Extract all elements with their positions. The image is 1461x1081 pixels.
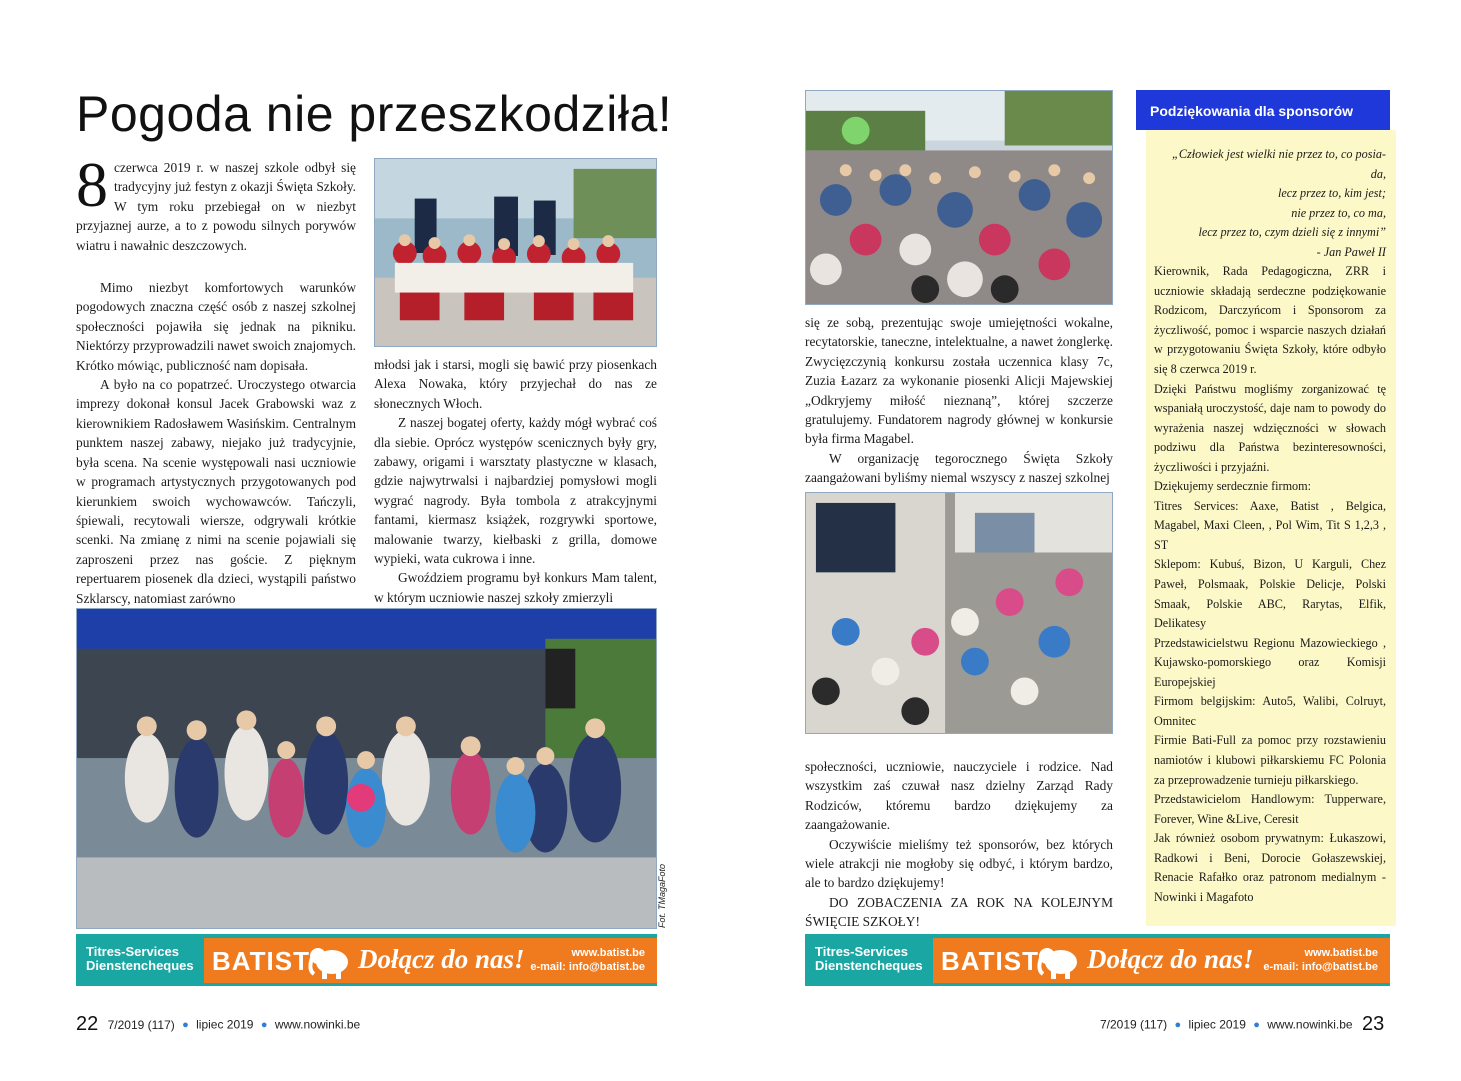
banner-website[interactable]: www.batist.be — [1304, 947, 1378, 959]
article-paragraph: Z naszej bogatej oferty, każdy mógł wybrać coś dla siebie. Oprócz występów scenicznych były gry, zabawy, origami i warsztaty plastyczne w klasach, gdzie najwytrwalsi i najbardziej pomysłowi mogli wygrać nagrody. Była tombola z atrakcyjnymi fantami, kiermasz książek, rozgrywki sportowe, malowanie twarzy, kiełbaski z grilla, domowe wypieki, wata cukrowa i inne. — [374, 415, 657, 567]
page-number: 23 — [1361, 1013, 1385, 1035]
sponsor-paragraph: Przedstawicielstwu Regionu Mazowieckiego , Kujawsko-pomorskiego oraz Komisji Europejskiej — [1154, 635, 1386, 689]
page-number: 22 — [76, 1013, 99, 1035]
article-title: Pogoda nie przeszkodziła! — [76, 86, 673, 142]
bullet-icon: ● — [260, 1018, 268, 1031]
article-intro: czerwca 2019 r. w naszej szkole odbył się tradycyjny już festyn z okazji Święta Szkoły. W tym roku przebiegał on w niezbyt przyjaznej aurze, a to z powodu silnych porywów wiatru i nawałnic deszczowych. — [76, 160, 356, 253]
article-column-3-cont — [805, 757, 1113, 932]
sponsor-paragraph: Przedstawicielom Handlowym: Tupperware, Forever, Wine &Live, Ceresit — [1154, 792, 1386, 826]
quote-line: „Człowiek jest wielki nie przez to, co posia- — [1172, 147, 1386, 161]
article-paragraph: Gwoździem programu był konkurs Mam talent, w którym uczniowie naszej szkoły zmierzyli — [374, 570, 657, 605]
bullet-icon: ● — [1253, 1018, 1260, 1031]
article-column-3 — [805, 313, 1113, 488]
ad-banner-left[interactable] — [76, 934, 657, 986]
banner-line1: Titres-Services — [86, 944, 179, 959]
sponsor-heading: Podziękowania dla sponsorów — [1136, 90, 1390, 130]
issue-month: lipiec 2019 — [1188, 1017, 1246, 1032]
sponsor-paragraph: Kierownik, Rada Pedagogiczna, ZRR i uczniowie składają serdeczne podziękowanie Rodzicom, Darczyńcom i Sponsorom za życzliwość, pomoc i wsparcie naszych działań w przygotowaniu Święta Szkoły, które odbyło się 8 czerwca 2019 r. — [1154, 264, 1386, 377]
banner-line1: Titres-Services — [815, 944, 908, 959]
article-column-2 — [374, 355, 657, 607]
article-paragraph: A było na co popatrzeć. Uroczystego otwarcia imprezy dokonał konsul Jacek Grabowski waz z kierownikiem Radosławem Wasińskim. Centralnym punktem naszej zabawy, niejako już tradycyjnie, była scena. Na scenie występowali nasi uczniowie w programach artystycznych przygotowanych pod kierunkiem swoich wychowawców. Tańczyli, śpiewali, recytowali wiersze, odgrywali krótkie scenki. Na zmianę z nimi na scenie pojawiali się zaproszeni przez nas goście. Z pięknym repertuarem piosenek dla dzieci, wystąpili państwo Szklarscy, natomiast zarówno — [76, 377, 356, 606]
sponsor-quote — [1154, 145, 1386, 262]
quote-line: nie przez to, co ma, — [1291, 205, 1386, 220]
article-paragraph: Mimo niezbyt komfortowych warunków pogodowych znaczna część osób z naszej szkolnej społeczności pojawiła się jednak na pikniku. Niektórzy przyprowadzili nawet swoich znajomych. Krótko mówiąc, publiczność nam dopisała. — [76, 280, 356, 373]
banner-contact — [1263, 946, 1378, 974]
photo-group-stage — [76, 608, 657, 929]
footer-right — [1100, 1013, 1384, 1036]
elephant-icon — [308, 942, 352, 980]
site-link[interactable]: www.nowinki.be — [1267, 1017, 1353, 1032]
banner-contact — [530, 946, 645, 974]
issue-month: lipiec 2019 — [196, 1017, 254, 1032]
article-paragraph: młodsi jak i starsi, mogli się bawić przy piosenkach Alexa Nowaka, który przyjechał do nas ze słonecznych Włoch. — [374, 357, 657, 411]
bullet-icon: ● — [182, 1018, 189, 1031]
sponsor-paragraph: Jak również osobom prywatnym: Łukaszowi, Radkowi i Beni, Dorocie Gołaszewskiej, Renacie Rafałko oraz patronom medialnym - Nowinki i Magafoto — [1154, 831, 1386, 904]
site-link[interactable]: www.nowinki.be — [274, 1017, 361, 1032]
sponsor-paragraph: Firmom belgijskim: Auto5, Walibi, Colruyt, Omnitec — [1154, 694, 1386, 728]
article-closing: DO ZOBACZENIA ZA ROK NA KOLEJNYM ŚWIĘCIE SZKOŁY! — [805, 894, 1113, 930]
sponsor-paragraph: Firmie Bati-Full za pomoc przy rozstawieniu namiotów i klubowi piłkarskiemu FC Polonia za przeprowadzenie turnieju piłkarskiego. — [1154, 733, 1386, 787]
ad-banner-right[interactable] — [805, 934, 1390, 986]
banner-brand: BATIST — [212, 946, 310, 976]
banner-line2: Dienstencheques — [815, 958, 923, 973]
photo-crowd — [805, 90, 1113, 305]
article-paragraph: Oczywiście mieliśmy też sponsorów, bez których wiele atrakcji nie mogłoby się odbyć, i którym bardzo, ale to bardzo dziękujemy! — [805, 836, 1113, 891]
photo-children-queue — [805, 492, 1113, 734]
elephant-icon — [1037, 942, 1081, 980]
issue-number: 7/2019 (117) — [1100, 1017, 1168, 1032]
banner-website[interactable]: www.batist.be — [571, 947, 645, 959]
quote-line: lecz przez to, czym dzieli się z innymi” — [1198, 225, 1386, 240]
drop-cap: 8 — [76, 149, 108, 220]
sponsor-text — [1154, 145, 1386, 907]
sponsor-paragraph: Dziękujemy serdecznie firmom: — [1154, 479, 1312, 494]
quote-author: - Jan Paweł II — [1316, 244, 1386, 259]
article-paragraph: się ze sobą, prezentując swoje umiejętności wokalne, recytatorskie, taneczne, intelektualne, a nawet żonglerkę. Zwycięzczynią konkursu została uczennica klasy 7c, Zuzia Łazarz za wykonanie piosenki Alicji Majewskiej „Odkryjemy miłość nieznaną”, której szczerze gratulujemy. Fundatorem nagrody głównej w konkursie była firma Magabel. — [805, 315, 1113, 447]
issue-number: 7/2019 (117) — [107, 1017, 175, 1032]
banner-email[interactable]: e-mail: info@batist.be — [530, 961, 645, 973]
photo-folk-dancers — [374, 158, 657, 347]
quote-line: lecz przez to, kim jest; — [1278, 186, 1386, 201]
bullet-icon: ● — [1174, 1018, 1182, 1031]
photo-credit: Fot. TMagaFoto — [657, 863, 667, 928]
article-paragraph: W organizację tegorocznego Święta Szkoły zaangażowani byliśmy niemal wszyscy z naszej szkolnej — [805, 450, 1113, 486]
banner-email[interactable]: e-mail: info@batist.be — [1263, 961, 1378, 973]
banner-brand: BATIST — [941, 946, 1039, 976]
footer-left — [76, 1013, 360, 1036]
banner-slogan: Dołącz do nas! — [358, 944, 525, 974]
sponsor-paragraph: Dzięki Państwu mogliśmy zorganizować tę wspaniałą uroczystość, daje nam to powody do wyrażenia naszej wdzięczności w słowach podziwu dla Państwa bezinteresowności, życzliwości i przyjaźni. — [1154, 381, 1386, 474]
quote-line: da, — [1370, 166, 1386, 181]
banner-slogan: Dołącz do nas! — [1087, 944, 1254, 974]
sponsor-paragraph: Titres Services: Aaxe, Batist , Belgica, Magabel, Maxi Cleen, , Pol Wim, Tit S 1,2,3 , ST — [1154, 498, 1386, 552]
sponsor-paragraph: Sklepom: Kubuś, Bizon, U Karguli, Chez Paweł, Polsmaak, Polskie Delicje, Polski Smaak, Polskie ABC, Rarytas, Elfik, Delikatesy — [1154, 557, 1386, 631]
banner-line2: Dienstencheques — [86, 958, 194, 973]
article-paragraph: społeczności, uczniowie, nauczyciele i rodzice. Nad wszystkim zaś czuwał nasz dzielny Zarząd Rady Rodziców, któremu bardzo dziękujemy za zaangażowanie. — [805, 759, 1113, 833]
article-column-1 — [76, 149, 356, 608]
